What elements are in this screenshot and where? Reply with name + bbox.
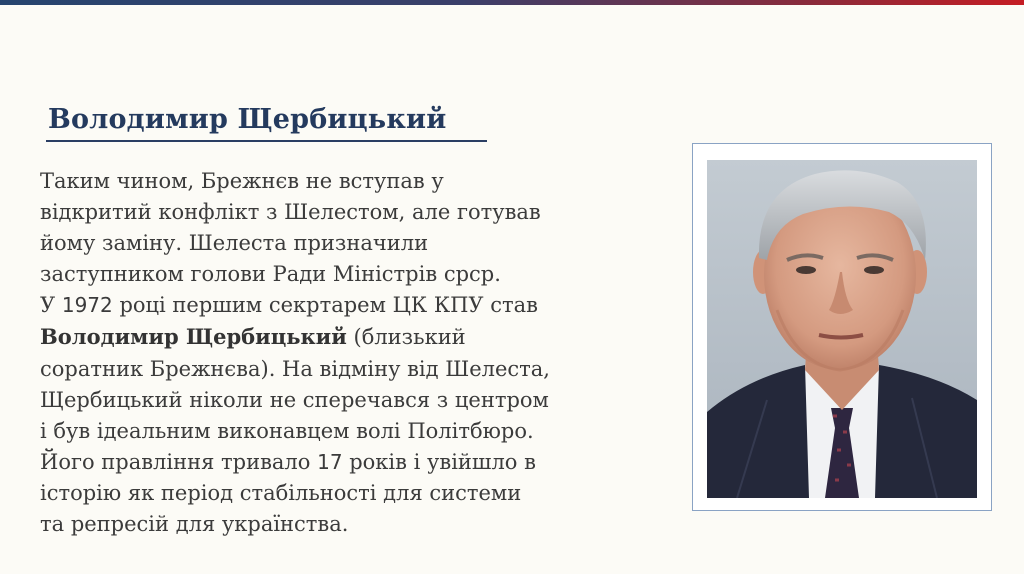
text-line: та репресій для українства. (40, 512, 349, 537)
title-underline (46, 140, 487, 142)
body-paragraph (40, 166, 600, 540)
text-line (40, 290, 600, 321)
photo-frame (692, 143, 992, 511)
text-fragment: році першим секртарем ЦК КПУ став (112, 293, 538, 318)
portrait-illustration (707, 160, 977, 498)
text-fragment: років і увійшло в (342, 449, 536, 474)
text-line: історію як період стабільності для системи (40, 480, 522, 505)
slide-title: Володимир Щербицький (48, 104, 447, 135)
text-line: Таким чином, Брежнєв не вступав у (40, 169, 444, 193)
text-fragment: Його правління тривало (40, 449, 318, 474)
text-line: соратник Брежнєва). На відміну від Шелеста, (40, 356, 550, 381)
top-accent-bar (0, 0, 1024, 5)
text-line (40, 321, 600, 353)
text-line: відкритий конфлікт з Шелестом, але готував (40, 200, 541, 225)
text-fragment: (близький (346, 325, 466, 350)
text-line (40, 447, 600, 478)
text-line: заступником голови Ради Міністрів срср. (40, 262, 501, 287)
text-line: Щербицький ніколи не сперечався з центром (40, 387, 549, 412)
text-fragment: У (40, 293, 62, 318)
text-line: і був ідеальним виконавцем волі Політбюро. (40, 418, 534, 443)
years-number: 17 (317, 449, 343, 474)
bold-name: Володимир Щербицький (40, 324, 347, 350)
text-line: йому заміну. Шелеста призначили (40, 231, 429, 256)
year-number: 1972 (61, 293, 113, 318)
portrait-photo (707, 160, 977, 498)
